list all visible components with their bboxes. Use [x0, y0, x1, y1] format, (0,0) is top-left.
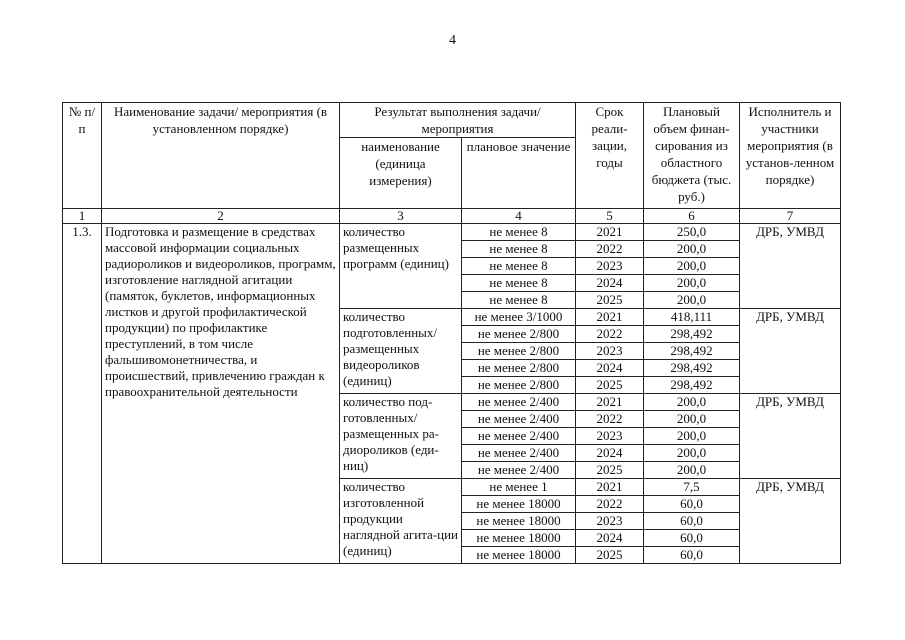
budget-cell: 298,492	[644, 343, 740, 360]
budget-cell: 200,0	[644, 258, 740, 275]
task-name: Подготовка и размещение в средствах массовой информации социальных радиороликов и видеороликов, программ, изготовление наглядной агитации (памяток, буклетов, информационных листков и другой профилактической продукции) по профилактике преступлений, в том числе фальшивомонетничества, и происшествий, привлечению граждан к правоохранительной деятельности	[102, 224, 340, 564]
planned-value: не менее 8	[462, 258, 576, 275]
task-number: 1.3.	[63, 224, 102, 564]
budget-cell: 60,0	[644, 547, 740, 564]
year-cell: 2021	[576, 309, 644, 326]
program-table	[62, 102, 841, 564]
year-cell: 2022	[576, 241, 644, 258]
budget-cell: 298,492	[644, 377, 740, 394]
year-cell: 2021	[576, 394, 644, 411]
planned-value: не менее 2/800	[462, 377, 576, 394]
planned-value: не менее 8	[462, 224, 576, 241]
budget-cell: 298,492	[644, 326, 740, 343]
column-number: 6	[644, 209, 740, 224]
planned-value: не менее 2/400	[462, 411, 576, 428]
header-executors: Исполнитель и участники мероприятия (в установ-ленном порядке)	[740, 103, 841, 209]
year-cell: 2022	[576, 326, 644, 343]
indicator-name: количество подготовленных/ размещенных видеороликов (единиц)	[340, 309, 462, 394]
budget-cell: 60,0	[644, 513, 740, 530]
header-result-name: наименование (единица измерения)	[340, 138, 462, 209]
header-result: Результат выполнения задачи/ мероприятия	[340, 103, 576, 138]
budget-cell: 250,0	[644, 224, 740, 241]
executors: ДРБ, УМВД	[740, 224, 841, 309]
budget-cell: 200,0	[644, 428, 740, 445]
indicator-name: количество изготовленной продукции наглядной агита-ции (единиц)	[340, 479, 462, 564]
year-cell: 2024	[576, 275, 644, 292]
header-term: Срок реали-зации, годы	[576, 103, 644, 209]
budget-cell: 200,0	[644, 241, 740, 258]
header-number: № п/п	[63, 103, 102, 209]
planned-value: не менее 18000	[462, 547, 576, 564]
planned-value: не менее 2/400	[462, 394, 576, 411]
budget-cell: 200,0	[644, 445, 740, 462]
year-cell: 2025	[576, 462, 644, 479]
executors: ДРБ, УМВД	[740, 394, 841, 479]
year-cell: 2024	[576, 530, 644, 547]
page-number: 4	[449, 33, 456, 48]
column-number: 5	[576, 209, 644, 224]
year-cell: 2024	[576, 360, 644, 377]
executors: ДРБ, УМВД	[740, 309, 841, 394]
year-cell: 2023	[576, 343, 644, 360]
planned-value: не менее 3/1000	[462, 309, 576, 326]
planned-value: не менее 2/800	[462, 360, 576, 377]
year-cell: 2023	[576, 428, 644, 445]
column-number: 1	[63, 209, 102, 224]
budget-cell: 60,0	[644, 496, 740, 513]
indicator-name: количество под-готовленных/ размещенных ра-диороликов (еди-ниц)	[340, 394, 462, 479]
planned-value: не менее 2/400	[462, 462, 576, 479]
header-task: Наименование задачи/ мероприятия (в установленном порядке)	[102, 103, 340, 209]
budget-cell: 200,0	[644, 292, 740, 309]
year-cell: 2023	[576, 258, 644, 275]
header-result-value: плановое значение	[462, 138, 576, 209]
planned-value: не менее 2/800	[462, 343, 576, 360]
year-cell: 2021	[576, 224, 644, 241]
indicator-name: количество размещенных программ (единиц)	[340, 224, 462, 309]
year-cell: 2025	[576, 292, 644, 309]
year-cell: 2021	[576, 479, 644, 496]
executors: ДРБ, УМВД	[740, 479, 841, 564]
planned-value: не менее 18000	[462, 530, 576, 547]
budget-cell: 418,111	[644, 309, 740, 326]
column-numbers-row	[63, 209, 841, 224]
planned-value: не менее 8	[462, 292, 576, 309]
budget-cell: 200,0	[644, 411, 740, 428]
column-number: 2	[102, 209, 340, 224]
year-cell: 2022	[576, 411, 644, 428]
budget-cell: 200,0	[644, 394, 740, 411]
budget-cell: 200,0	[644, 462, 740, 479]
column-number: 4	[462, 209, 576, 224]
planned-value: не менее 8	[462, 275, 576, 292]
budget-cell: 298,492	[644, 360, 740, 377]
budget-cell: 200,0	[644, 275, 740, 292]
planned-value: не менее 1	[462, 479, 576, 496]
planned-value: не менее 18000	[462, 496, 576, 513]
table-row	[63, 224, 841, 241]
budget-cell: 7,5	[644, 479, 740, 496]
column-number: 7	[740, 209, 841, 224]
planned-value: не менее 2/400	[462, 428, 576, 445]
planned-value: не менее 2/400	[462, 445, 576, 462]
header-budget: Плановый объем финан-сирования из областного бюджета (тыс. руб.)	[644, 103, 740, 209]
year-cell: 2022	[576, 496, 644, 513]
year-cell: 2025	[576, 377, 644, 394]
column-number: 3	[340, 209, 462, 224]
planned-value: не менее 8	[462, 241, 576, 258]
planned-value: не менее 18000	[462, 513, 576, 530]
planned-value: не менее 2/800	[462, 326, 576, 343]
year-cell: 2023	[576, 513, 644, 530]
budget-cell: 60,0	[644, 530, 740, 547]
year-cell: 2024	[576, 445, 644, 462]
year-cell: 2025	[576, 547, 644, 564]
